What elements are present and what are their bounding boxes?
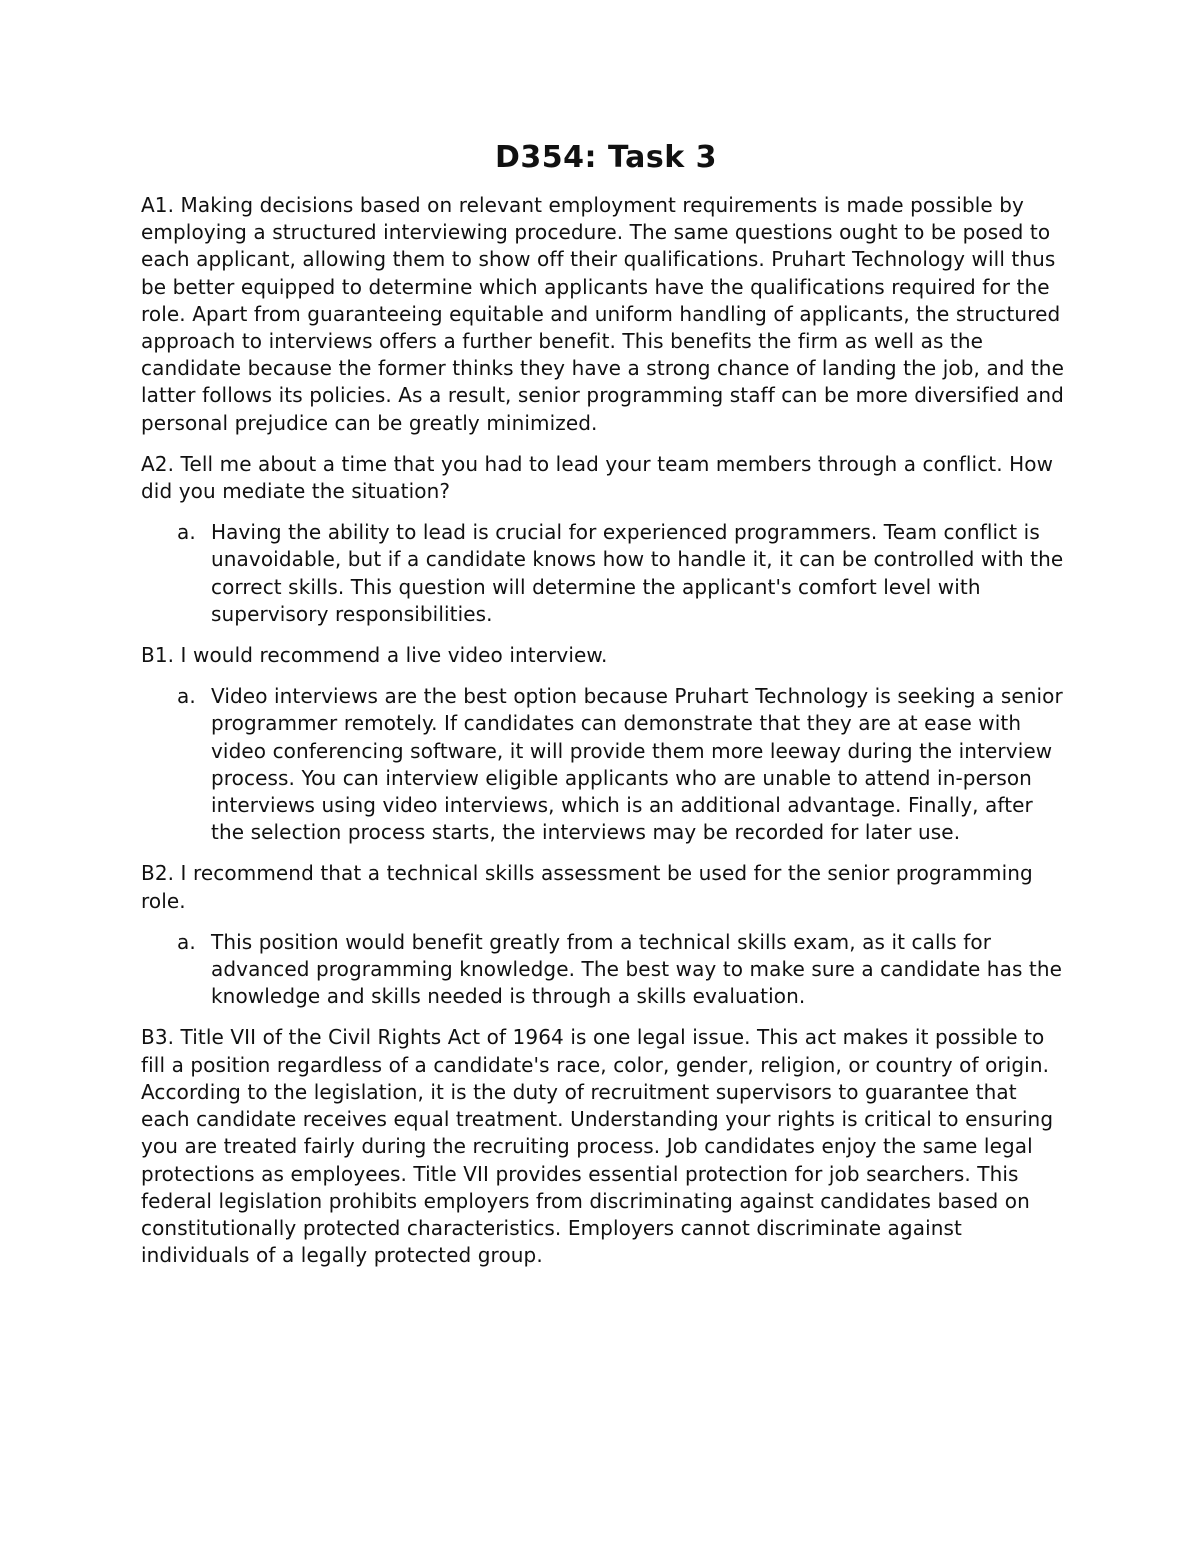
section-b3: B3. Title VII of the Civil Rights Act of 1964 is one legal issue. This act makes it possible to fill a position regardless of a candidate's race, color, gender, religion, or country of origin. According to the legislation, it is the duty of recruitment supervisors to guarantee that each candidate receives equal treatment. Understanding your rights is critical to ensuring you are treated fairly during the recruiting process. Job candidates enjoy the same legal protections as employees. Title VII provides essential protection for job searchers. This federal legislation prohibits employers from discriminating against candidates based on constitutionally protected characteristics. Employers cannot discriminate against individuals of a legally protected group. bbox=[141, 1025, 1054, 1268]
section-b1-list-item bbox=[141, 683, 1071, 846]
list-marker: a. bbox=[177, 929, 196, 954]
list-item-text: This position would benefit greatly from a technical skills exam, as it calls for advanced programming knowledge. The best way to make sure a candidate has the knowledge and skills needed is through a skills evaluation. bbox=[211, 929, 1063, 1009]
list-marker: a. bbox=[177, 684, 196, 709]
section-a2: A2. Tell me about a time that you had to lead your team members through a conflict. How did you mediate the situation? bbox=[141, 451, 1054, 504]
list-item-text: Having the ability to lead is crucial for experienced programmers. Team conflict is unavoidable, but if a candidate knows how to handle it, it can be controlled with the correct skills. This question will determine the applicant's comfort level with supervisory responsibilities. bbox=[211, 520, 1064, 626]
list-marker: a. bbox=[177, 520, 196, 545]
list-item-text: Video interviews are the best option because Pruhart Technology is seeking a senior programmer remotely. If candidates can demonstrate that they are at ease with video conferencing software, it will provide them more leeway during the interview process. You can interview eligible applicants who are unable to attend in-person interviews using video interviews, which is an additional advantage. Finally, after the selection process starts, the interviews may be recorded for later use. bbox=[211, 684, 1063, 845]
document-page bbox=[141, 138, 1071, 1283]
section-a2-list-item bbox=[141, 519, 1071, 628]
section-a1: A1. Making decisions based on relevant employment requirements is made possible by employing a structured interviewing procedure. The same questions ought to be posed to each applicant, allowing them to show off their qualifications. Pruhart Technology will thus be better equipped to determine which applicants have the qualifications required for the role. Apart from guaranteeing equitable and uniform handling of applicants, the structured approach to interviews offers a further benefit. This benefits the firm as well as the candidate because the former thinks they have a strong chance of landing the job, and the latter follows its policies. As a result, senior programming staff can be more diversified and personal prejudice can be greatly minimized. bbox=[141, 193, 1064, 435]
section-b2: B2. I recommend that a technical skills assessment be used for the senior programming role. bbox=[141, 861, 1033, 913]
section-b2-list-item bbox=[141, 929, 1071, 1011]
section-b1: B1. I would recommend a live video interview. bbox=[141, 643, 608, 668]
document-title: D354: Task 3 bbox=[495, 140, 717, 175]
